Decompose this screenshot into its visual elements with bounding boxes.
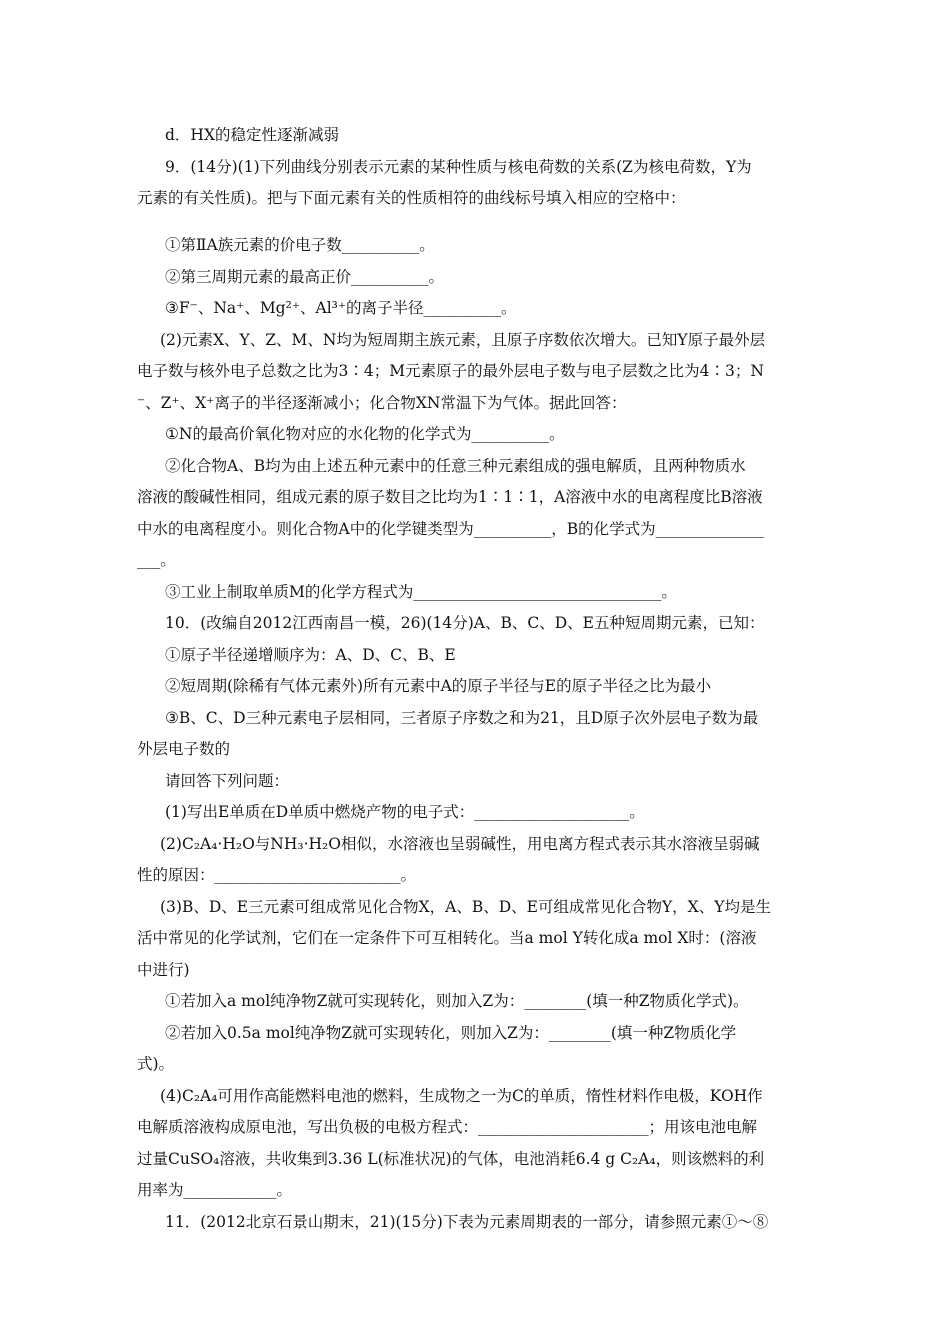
- text-line: ⁻、Z⁺、X⁺离子的半径逐渐减小；化合物XN常温下为气体。据此回答：: [137, 394, 627, 412]
- question-11-heading: 11．(2012北京石景山期末，21)(15分)下表为元素周期表的一部分，请参照元素①～⑧: [165, 1213, 769, 1231]
- text-line: ①N的最高价氧化物对应的水化物的化学式为__________。: [165, 425, 565, 443]
- text-line: ③B、C、D三种元素电子层相同，三者原子序数之和为21，且D原子次外层电子数为最: [165, 709, 759, 727]
- text-line: 用率为____________。: [137, 1181, 293, 1199]
- text-line: ___。: [137, 551, 176, 569]
- text-line: d．HX的稳定性逐渐减弱: [165, 126, 339, 144]
- text-line: 电子数与核外电子总数之比为3∶4；M元素原子的最外层电子数与电子层数之比为4∶3；N: [137, 362, 764, 380]
- text-line: ①原子半径递增顺序为：A、D、C、B、E: [165, 646, 456, 664]
- text-line: (3)B、D、E三元素可组成常见化合物X，A、B、D、E可组成常见化合物Y，X、Y均是生: [160, 898, 771, 916]
- text-line: 外层电子数的: [137, 740, 231, 758]
- text-line: 活中常见的化学试剂，它们在一定条件下可互相转化。当a mol Y转化成a mol X时：(溶液: [137, 929, 757, 947]
- text-line: 过量CuSO₄溶液，共收集到3.36 L(标准状况)的气体，电池消耗6.4 g C₂A₄，则该燃料的利: [137, 1150, 765, 1168]
- text-line: 请回答下列问题：: [165, 772, 290, 790]
- text-line: 性的原因：________________________。: [137, 866, 417, 884]
- text-line: 元素的有关性质)。把与下面元素有关的性质相符的曲线标号填入相应的空格中：: [137, 189, 686, 207]
- text-line: ③F⁻、Na⁺、Mg²⁺、Al³⁺的离子半径__________。: [165, 299, 517, 317]
- text-line: ②短周期(除稀有气体元素外)所有元素中A的原子半径与E的原子半径之比为最小: [165, 677, 712, 695]
- text-line: 溶液的酸碱性相同，组成元素的原子数目之比均为1∶1∶1，A溶液中水的电离程度比B溶液: [137, 488, 763, 506]
- text-line: ③工业上制取单质M的化学方程式为________________________________。: [165, 583, 677, 601]
- text-line: ①第ⅡA族元素的价电子数__________。: [165, 236, 435, 254]
- text-line: ②化合物A、B均为由上述五种元素中的任意三种元素组成的强电解质，且两种物质水: [165, 457, 746, 475]
- text-line: ①若加入a mol纯净物Z就可实现转化，则加入Z为：________(填一种Z物质化学式)。: [165, 992, 749, 1010]
- text-line: (1)写出E单质在D单质中燃烧产物的电子式：____________________。: [165, 803, 645, 821]
- text-line: (2)元素X、Y、Z、M、N均为短周期主族元素，且原子序数依次增大。已知Y原子最外层: [160, 331, 766, 349]
- text-line: 式)。: [137, 1055, 175, 1073]
- text-line: 电解质溶液构成原电池，写出负极的电极方程式：______________________；用该电池电解: [137, 1118, 758, 1136]
- text-line: (4)C₂A₄可用作高能燃料电池的燃料，生成物之一为C的单质，惰性材料作电极，KOH作: [160, 1087, 763, 1105]
- text-line: (2)C₂A₄·H₂O与NH₃·H₂O相似，水溶液也呈弱碱性，用电离方程式表示其水溶液呈弱碱: [160, 835, 760, 853]
- question-10-heading: 10．(改编自2012江西南昌一模，26)(14分)A、B、C、D、E五种短周期元素，已知：: [165, 614, 765, 632]
- text-line: ②第三周期元素的最高正价__________。: [165, 268, 445, 286]
- text-line: ②若加入0.5a mol纯净物Z就可实现转化，则加入Z为：________(填一种Z物质化学: [165, 1024, 737, 1042]
- text-line: 中水的电离程度小。则化合物A中的化学键类型为__________，B的化学式为______________: [137, 520, 765, 538]
- text-line: 中进行): [137, 961, 190, 979]
- question-9-heading: 9．(14分)(1)下列曲线分别表示元素的某种性质与核电荷数的关系(Z为核电荷数，Y为: [165, 158, 752, 176]
